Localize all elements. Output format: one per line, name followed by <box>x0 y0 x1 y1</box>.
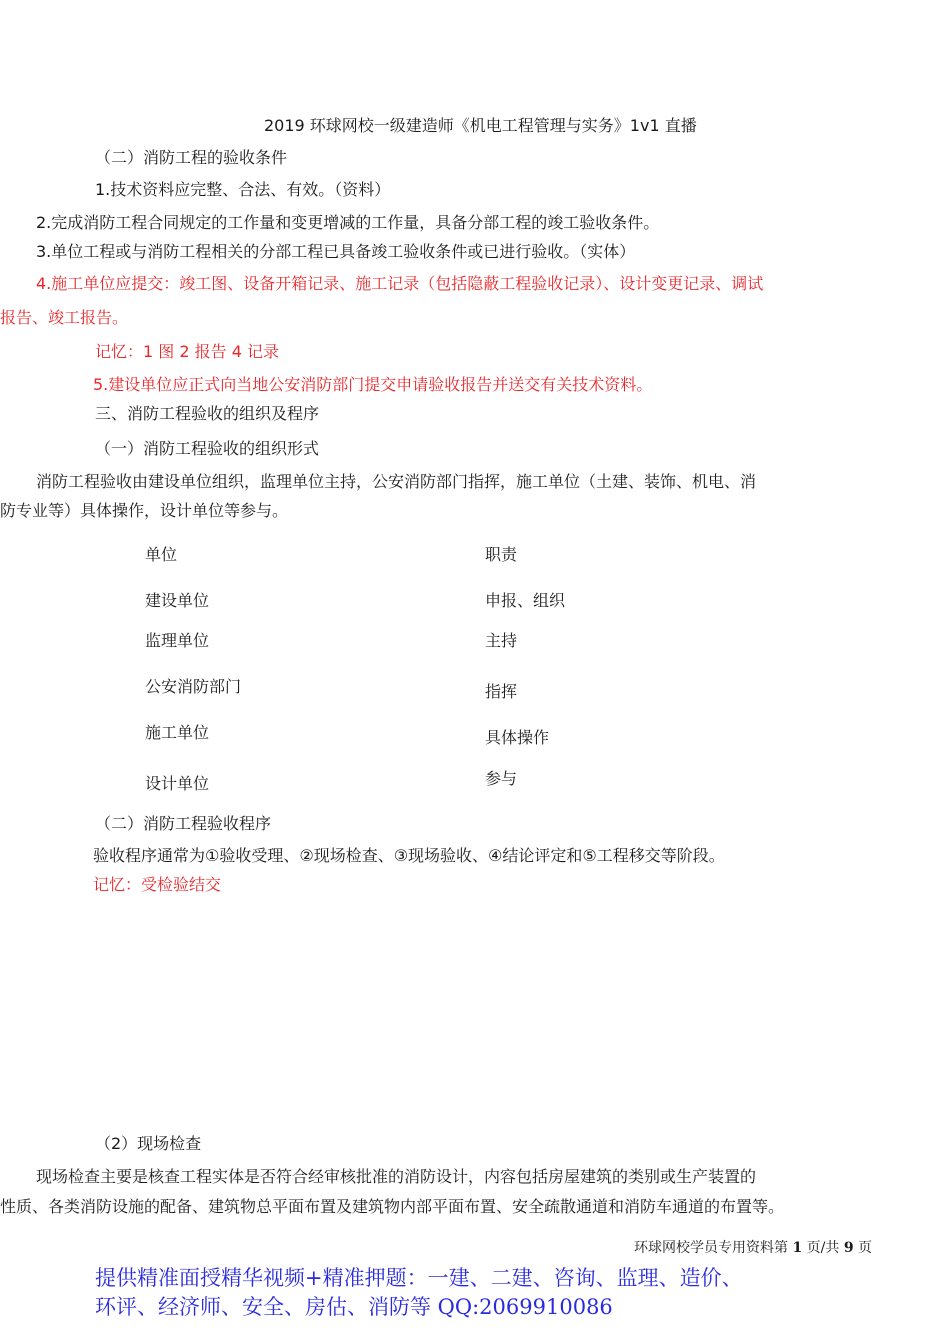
page-number: 1 <box>792 1240 803 1256</box>
page-total: 9 <box>843 1240 854 1256</box>
condition-item-2: 2.完成消防工程合同规定的工作量和变更增减的工作量，具备分部工程的竣工验收条件。 <box>36 213 660 232</box>
paragraph-organization-line1: 消防工程验收由建设单位组织，监理单位主持，公安消防部门指挥，施工单位（土建、装饰、机电、消 <box>36 472 757 491</box>
doc-title: 2019 环球网校一级建造师《机电工程管理与实务》1v1 直播 <box>264 116 697 135</box>
subsection-heading-procedure: （二）消防工程验收程序 <box>95 814 272 833</box>
table-cell-duty: 指挥 <box>485 682 518 701</box>
paragraph-site-inspection-line2: 性质、各类消防设施的配备、建筑物总平面布置及建筑物内部平面布置、安全疏散通道和消防车通道的布置等。 <box>0 1197 785 1216</box>
page-footer: 环球网校学员专用资料第 1 页/共 9 页 <box>634 1240 873 1256</box>
table-header-unit: 单位 <box>145 545 178 564</box>
table-cell-unit: 建设单位 <box>145 591 210 610</box>
table-cell-unit: 设计单位 <box>145 774 210 793</box>
memo-note-1: 记忆：1 图 2 报告 4 记录 <box>95 342 279 361</box>
procedure-text: 验收程序通常为①验收受理、②现场检查、③现场验收、④结论评定和⑤工程移交等阶段。 <box>93 846 725 865</box>
memo-note-2: 记忆：受检验结交 <box>93 875 222 894</box>
table-cell-duty: 具体操作 <box>485 728 550 747</box>
paragraph-organization-line2: 防专业等）具体操作，设计单位等参与。 <box>0 501 289 520</box>
promo-line-2: 环评、经济师、安全、房估、消防等 QQ:2069910086 <box>95 1295 613 1319</box>
table-cell-unit: 施工单位 <box>145 723 210 742</box>
condition-item-3: 3.单位工程或与消防工程相关的分部工程已具备竣工验收条件或已进行验收。（实体） <box>36 242 636 261</box>
paragraph-site-inspection-line1: 现场检查主要是核查工程实体是否符合经审核批准的消防设计，内容包括房屋建筑的类别或生产装置的 <box>36 1167 757 1186</box>
table-cell-duty: 主持 <box>485 631 518 650</box>
subsection-heading-organization-form: （一）消防工程验收的组织形式 <box>95 439 320 458</box>
table-header-duty: 职责 <box>485 545 518 564</box>
condition-item-5: 5.建设单位应正式向当地公安消防部门提交申请验收报告并送交有关技术资料。 <box>93 375 653 394</box>
promo-line-1: 提供精准面授精华视频+精准押题：一建、二建、咨询、监理、造价、 <box>95 1266 743 1290</box>
condition-item-1: 1.技术资料应完整、合法、有效。（资料） <box>95 180 391 199</box>
section-heading-organization: 三、消防工程验收的组织及程序 <box>95 404 320 423</box>
section-heading-acceptance-conditions: （二）消防工程的验收条件 <box>95 148 288 167</box>
table-cell-unit: 监理单位 <box>145 631 210 650</box>
table-cell-duty: 申报、组织 <box>485 591 566 610</box>
subsection-heading-site-inspection: （2）现场检查 <box>95 1134 202 1153</box>
condition-item-4-line1: 4.施工单位应提交：竣工图、设备开箱记录、施工记录（包括隐蔽工程验收记录）、设计变更记录、调试 <box>36 274 764 293</box>
condition-item-4-line2: 报告、竣工报告。 <box>0 308 129 327</box>
table-cell-unit: 公安消防部门 <box>145 677 242 696</box>
table-cell-duty: 参与 <box>485 769 518 788</box>
